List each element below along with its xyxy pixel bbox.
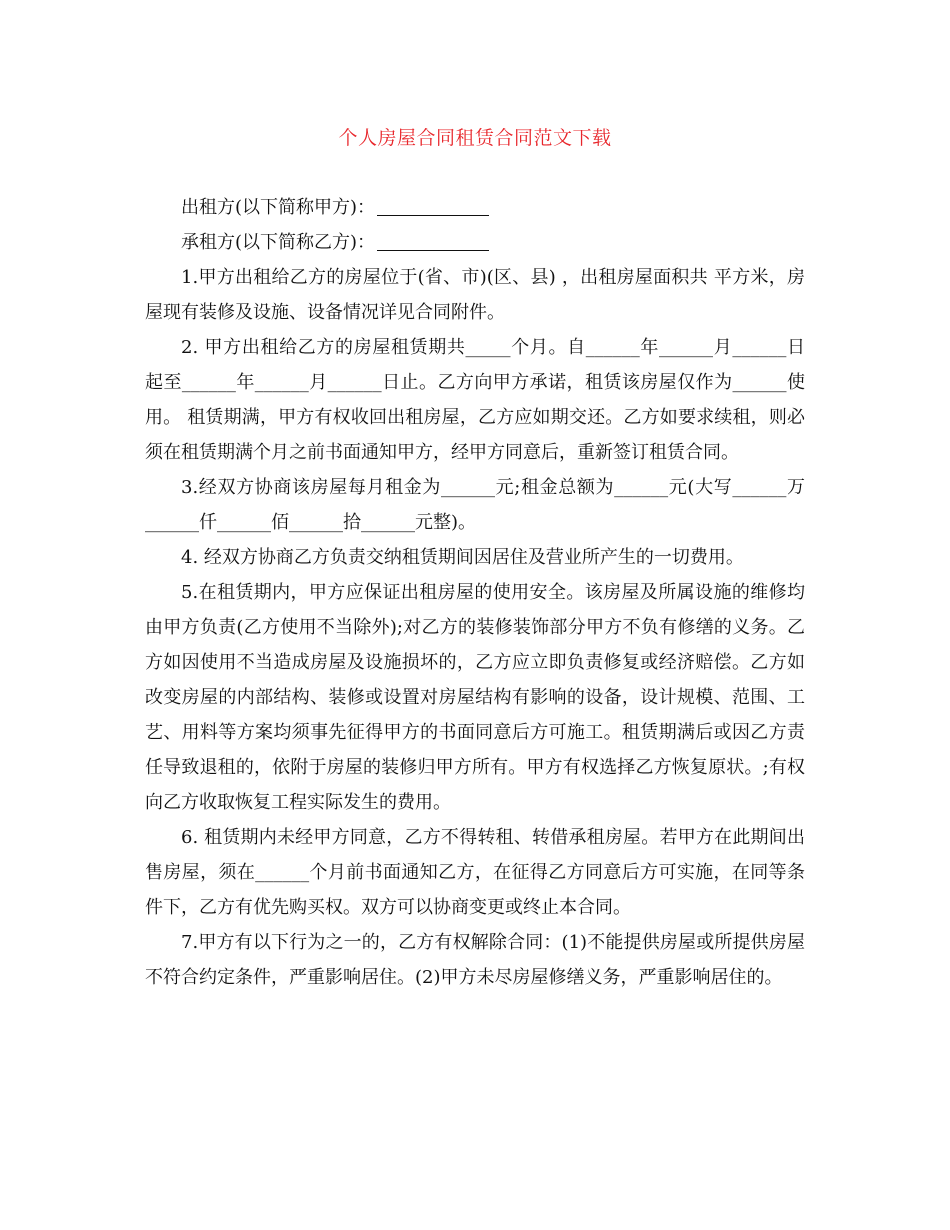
lessee-label: 承租方(以下简称乙方)： [181, 232, 376, 253]
lessee-line [145, 225, 805, 260]
clause-2: 2. 甲方出租给乙方的房屋租赁期共_____个月。自______年______月______日起至______年______月______日止。乙方向甲方承诺，租赁该房屋仅作为______使用。 租赁期满，甲方有权收回出租房屋，乙方应如期交还。乙方如要求续租，则必须在租赁期满个月之前书面通知甲方，经甲方同意后，重新签订租赁合同。 [145, 337, 805, 463]
lessor-label: 出租方(以下简称甲方)： [181, 197, 376, 218]
clause-3: 3.经双方协商该房屋每月租金为______元;租金总额为______元(大写______万______仟______佰______拾______元整)。 [145, 477, 805, 533]
clause-5: 5.在租赁期内，甲方应保证出租房屋的使用安全。该房屋及所属设施的维修均由甲方负责(乙方使用不当除外);对乙方的装修装饰部分甲方不负有修缮的义务。乙方如因使用不当造成房屋及设施损坏的，乙方应立即负责修复或经济赔偿。乙方如改变房屋的内部结构、装修或设置对房屋结构有影响的设备，设计规模、范围、工艺、用料等方案均须事先征得甲方的书面同意后方可施工。租赁期满后或因乙方责任导致退租的，依附于房屋的装修归甲方所有。甲方有权选择乙方恢复原状。;有权向乙方收取恢复工程实际发生的费用。 [145, 582, 805, 813]
lessor-blank [377, 195, 489, 216]
lessor-line [145, 190, 805, 225]
clause-1: 1.甲方出租给乙方的房屋位于(省、市)(区、县) ，出租房屋面积共 平方米，房屋现有装修及设施、设备情况详见合同附件。 [145, 267, 805, 323]
document-title: 个人房屋合同租赁合同范文下载 [338, 127, 612, 149]
document-body [145, 190, 805, 995]
clause-4: 4. 经双方协商乙方负责交纳租赁期间因居住及营业所产生的一切费用。 [181, 547, 744, 568]
clause-6: 6. 租赁期内未经甲方同意，乙方不得转租、转借承租房屋。若甲方在此期间出售房屋，须在______个月前书面通知乙方，在征得乙方同意后方可实施，在同等条件下，乙方有优先购买权。双方可以协商变更或终止本合同。 [145, 827, 805, 918]
clause-7: 7.甲方有以下行为之一的，乙方有权解除合同：(1)不能提供房屋或所提供房屋不符合约定条件，严重影响居住。(2)甲方未尽房屋修缮义务，严重影响居住的。 [145, 932, 805, 988]
lessee-blank [377, 230, 489, 251]
